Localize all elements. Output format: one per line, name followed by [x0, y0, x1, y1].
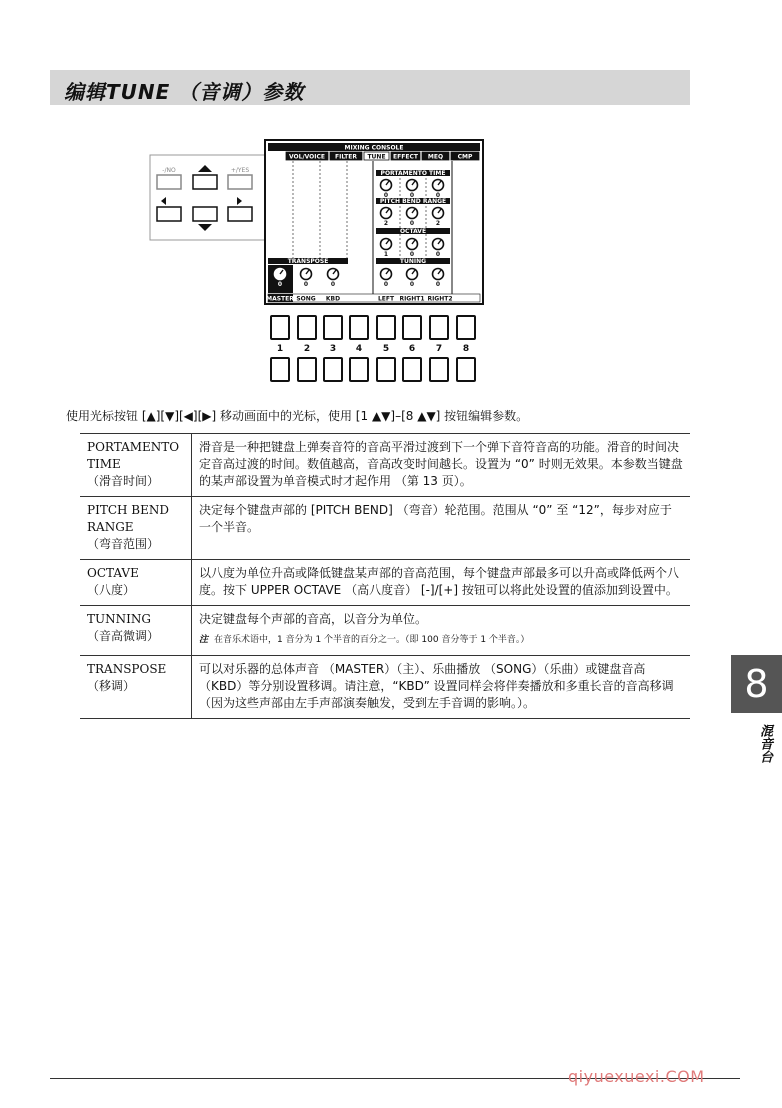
table-row: [80, 656, 690, 719]
down-cursor-button: [193, 207, 217, 221]
number-button-down-4[interactable]: [349, 357, 369, 382]
parameters-table: [80, 433, 690, 719]
svg-text:0: 0: [409, 251, 415, 258]
number-label: 1: [276, 344, 284, 354]
param-name: PITCH BEND RANGE （弯音范围）: [80, 497, 192, 560]
tab-label: FILTER: [335, 153, 357, 161]
svg-text:1: 1: [383, 251, 389, 258]
tuning-group-label: TUNING: [399, 258, 427, 265]
svg-text:0: 0: [330, 281, 336, 288]
watermark: qiyuexuexi.COM: [568, 1067, 705, 1086]
part-label-song: SONG: [296, 295, 316, 303]
number-button-down-3[interactable]: [323, 357, 343, 382]
svg-text:0: 0: [303, 281, 309, 288]
lcd-screen: [265, 140, 483, 304]
down-arrow-icon: [198, 224, 212, 231]
no-button-label: -/NO: [162, 167, 176, 174]
number-button-up-4[interactable]: [349, 315, 369, 340]
tab-label: EFFECT: [393, 153, 418, 161]
number-label: 2: [303, 344, 311, 354]
table-row: [80, 434, 690, 497]
number-button-down-1[interactable]: [270, 357, 290, 382]
table-row: [80, 606, 690, 656]
svg-text:0: 0: [435, 251, 441, 258]
number-label: 8: [462, 344, 470, 354]
tab-label: CMP: [457, 153, 473, 161]
param-description: 决定每个键盘声部的 [PITCH BEND] （弯音）轮范围。范围从 “0” 至 “12”，每步对应于一个半音。: [192, 497, 691, 560]
number-button-up-2[interactable]: [297, 315, 317, 340]
chapter-label: 混音台: [757, 724, 772, 763]
number-button-up-6[interactable]: [402, 315, 422, 340]
svg-text:0: 0: [383, 281, 389, 288]
mixing-console-illustration: [0, 0, 782, 400]
number-label: 6: [408, 344, 416, 354]
svg-text:0: 0: [435, 281, 441, 288]
param-description: 决定键盘每个声部的音高，以音分为单位。 注 在音乐术语中，1 音分为 1 个半音的百分之一。（即 100 音分等于 1 个半音。）: [192, 606, 691, 656]
instruction-text: 使用光标按钮 [▲][▼][◀][▶] 移动画面中的光标，使用 [1 ▲▼]–[8 ▲▼] 按钮编辑参数。: [66, 409, 529, 423]
portamento-group-label: PORTAMENTO TIME: [380, 170, 446, 177]
tab-label: VOL/VOICE: [288, 153, 326, 161]
number-button-down-7[interactable]: [429, 357, 449, 382]
yes-button-label: +/YES: [230, 167, 250, 174]
number-label: 5: [382, 344, 390, 354]
param-description: 可以对乐器的总体声音 （MASTER）（主）、乐曲播放 （SONG）（乐曲）或键盘音高 （KBD）等分别设置移调。请注意，“KBD” 设置同样会将伴奏播放和多重长音的音高移调 （因为这些声部由左手声部演奏触发，受到左手音调的影响。）。: [192, 656, 691, 719]
console-title: MIXING CONSOLE: [344, 144, 404, 152]
octave-group-label: OCTAVE: [399, 228, 427, 235]
right-cursor-button: [228, 207, 252, 221]
number-label: 3: [329, 344, 337, 354]
part-label-right1: RIGHT1: [399, 295, 425, 303]
param-name: PORTAMENTO TIME （滑音时间）: [80, 434, 192, 497]
number-button-up-7[interactable]: [429, 315, 449, 340]
pitch-bend-group-label: PITCH BEND RANGE: [379, 198, 447, 205]
table-row: [80, 497, 690, 560]
svg-text:0: 0: [277, 281, 283, 288]
transpose-group-label: TRANSPOSE: [287, 258, 329, 265]
part-label-right2: RIGHT2: [427, 295, 453, 303]
yes-button: [228, 175, 252, 189]
part-label-kbd: KBD: [325, 295, 341, 303]
svg-text:0: 0: [383, 192, 389, 199]
section-title: 编辑TUNE （音调）参数: [64, 80, 305, 104]
svg-text:0: 0: [409, 192, 415, 199]
left-cursor-button: [157, 207, 181, 221]
param-note: 注 在音乐术语中，1 音分为 1 个半音的百分之一。（即 100 音分等于 1 个半音。）: [199, 635, 530, 645]
number-button-up-8[interactable]: [456, 315, 476, 340]
chapter-tab[interactable]: 8: [731, 655, 782, 713]
param-description: 以八度为单位升高或降低键盘某声部的音高范围，每个键盘声部最多可以升高或降低两个八度。按下 UPPER OCTAVE （高八度音） [-]/[+] 按钮可以将此处设置的值添加到设置中。: [192, 560, 691, 606]
number-button-down-6[interactable]: [402, 357, 422, 382]
number-button-down-5[interactable]: [376, 357, 396, 382]
part-label-master: MASTER: [266, 295, 294, 303]
param-name: OCTAVE （八度）: [80, 560, 192, 606]
right-arrow-icon: [237, 197, 242, 205]
left-arrow-icon: [161, 197, 166, 205]
tab-label: MEQ: [427, 153, 444, 161]
up-cursor-button: [193, 175, 217, 189]
part-label-left: LEFT: [377, 295, 395, 303]
svg-text:0: 0: [409, 220, 415, 227]
number-label: 7: [435, 344, 443, 354]
number-button-up-1[interactable]: [270, 315, 290, 340]
param-description: 滑音是一种把键盘上弹奏音符的音高平滑过渡到下一个弹下音符音高的功能。滑音的时间决定音高过渡的时间。数值越高，音高改变时间越长。设置为 “0” 时则无效果。本参数当键盘的某声部设置为单音模式时才起作用 （第 13 页）。: [192, 434, 691, 497]
number-button-down-8[interactable]: [456, 357, 476, 382]
param-name: TUNNING （音高微调）: [80, 606, 192, 656]
svg-text:2: 2: [383, 220, 389, 227]
number-button-up-3[interactable]: [323, 315, 343, 340]
table-row: [80, 560, 690, 606]
no-button: [157, 175, 181, 189]
svg-text:2: 2: [435, 220, 441, 227]
svg-text:0: 0: [435, 192, 441, 199]
svg-text:0: 0: [409, 281, 415, 288]
number-button-down-2[interactable]: [297, 357, 317, 382]
number-label: 4: [355, 344, 363, 354]
param-name: TRANSPOSE （移调）: [80, 656, 192, 719]
tab-label: TUNE: [367, 153, 386, 161]
number-button-up-5[interactable]: [376, 315, 396, 340]
up-arrow-icon: [198, 165, 212, 172]
